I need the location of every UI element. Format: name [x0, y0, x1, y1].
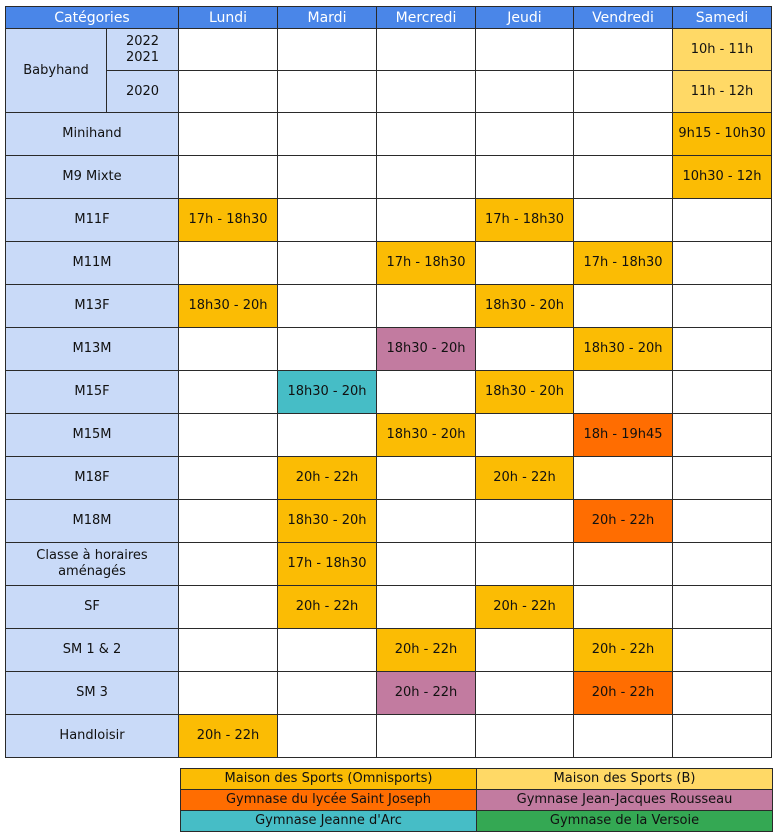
slot-cell [179, 242, 278, 285]
slot-cell [476, 629, 574, 672]
category-label: M13M [6, 328, 179, 371]
slot-cell [476, 242, 574, 285]
slot-cell-babyhand-saturday-2: 11h - 12h [673, 71, 772, 113]
category-label: M11F [6, 199, 179, 242]
legend-item: Gymnase Jean-Jacques Rousseau [477, 790, 773, 811]
slot-cell [574, 199, 673, 242]
slot-cell [278, 242, 377, 285]
slot-cell [179, 156, 278, 199]
slot-cell: 10h30 - 12h [673, 156, 772, 199]
slot-cell [476, 328, 574, 371]
slot-cell-babyhand-saturday-1: 10h - 11h [673, 29, 772, 71]
slot-cell [673, 371, 772, 414]
header-day-wednesday: Mercredi [377, 7, 476, 29]
header-day-tuesday: Mardi [278, 7, 377, 29]
slot-cell [377, 285, 476, 328]
header-categories: Catégories [6, 7, 179, 29]
header-day-monday: Lundi [179, 7, 278, 29]
slot-cell [673, 414, 772, 457]
slot-cell: 20h - 22h [278, 586, 377, 629]
slot-cell [673, 715, 772, 758]
slot-cell: 18h30 - 20h [278, 500, 377, 543]
slot-cell: 17h - 18h30 [574, 242, 673, 285]
slot-cell [179, 543, 278, 586]
slot-cell [377, 113, 476, 156]
slot-cell: 18h30 - 20h [377, 414, 476, 457]
slot-cell [476, 29, 574, 71]
slot-cell [179, 586, 278, 629]
slot-cell: 20h - 22h [476, 586, 574, 629]
slot-cell [476, 71, 574, 113]
slot-cell [377, 543, 476, 586]
slot-cell: 18h30 - 20h [476, 285, 574, 328]
schedule-row [6, 672, 772, 715]
category-label: SF [6, 586, 179, 629]
slot-cell [377, 156, 476, 199]
babyhand-row-1 [6, 29, 772, 71]
slot-cell: 17h - 18h30 [179, 199, 278, 242]
category-label: M18M [6, 500, 179, 543]
schedule-row [6, 543, 772, 586]
slot-cell: 18h30 - 20h [377, 328, 476, 371]
slot-cell [574, 715, 673, 758]
category-label: Handloisir [6, 715, 179, 758]
category-label: Classe à horaires aménagés [6, 543, 179, 586]
slot-cell: 18h30 - 20h [278, 371, 377, 414]
header-row [6, 7, 772, 29]
header-day-saturday: Samedi [673, 7, 772, 29]
slot-cell [476, 113, 574, 156]
legend-item: Maison des Sports (B) [477, 769, 773, 790]
category-label: M18F [6, 457, 179, 500]
slot-cell: 18h30 - 20h [179, 285, 278, 328]
slot-cell [377, 586, 476, 629]
slot-cell [377, 500, 476, 543]
legend-item: Gymnase de la Versoie [477, 811, 773, 832]
slot-cell [179, 457, 278, 500]
schedule-row [6, 156, 772, 199]
slot-cell [179, 71, 278, 113]
slot-cell [179, 113, 278, 156]
slot-cell: 17h - 18h30 [476, 199, 574, 242]
schedule-row [6, 629, 772, 672]
slot-cell [673, 500, 772, 543]
slot-cell [179, 672, 278, 715]
slot-cell [574, 156, 673, 199]
slot-cell [673, 672, 772, 715]
slot-cell: 18h - 19h45 [574, 414, 673, 457]
schedule-row [6, 285, 772, 328]
slot-cell [377, 29, 476, 71]
schedule-row [6, 414, 772, 457]
category-babyhand: Babyhand [6, 29, 107, 113]
babyhand-sub-2022-2021: 2022 2021 [107, 29, 179, 71]
slot-cell [574, 371, 673, 414]
slot-cell [179, 500, 278, 543]
slot-cell: 18h30 - 20h [574, 328, 673, 371]
slot-cell [574, 543, 673, 586]
slot-cell [574, 457, 673, 500]
slot-cell [179, 29, 278, 71]
category-label: M15M [6, 414, 179, 457]
slot-cell: 20h - 22h [377, 672, 476, 715]
slot-cell [574, 29, 673, 71]
slot-cell [574, 586, 673, 629]
slot-cell: 9h15 - 10h30 [673, 113, 772, 156]
babyhand-sub-2020: 2020 [107, 71, 179, 113]
slot-cell [673, 242, 772, 285]
slot-cell [673, 543, 772, 586]
schedule-row [6, 715, 772, 758]
slot-cell [278, 285, 377, 328]
slot-cell [673, 629, 772, 672]
slot-cell [278, 672, 377, 715]
category-label: M15F [6, 371, 179, 414]
slot-cell: 20h - 22h [574, 629, 673, 672]
category-label: SM 1 & 2 [6, 629, 179, 672]
babyhand-row-2 [6, 71, 772, 113]
schedule-row [6, 199, 772, 242]
slot-cell [179, 414, 278, 457]
slot-cell [278, 29, 377, 71]
slot-cell [574, 71, 673, 113]
slot-cell [179, 328, 278, 371]
slot-cell [278, 71, 377, 113]
slot-cell: 20h - 22h [377, 629, 476, 672]
slot-cell: 20h - 22h [179, 715, 278, 758]
slot-cell [278, 414, 377, 457]
schedule-row [6, 457, 772, 500]
legend-item: Gymnase du lycée Saint Joseph [181, 790, 477, 811]
slot-cell [574, 285, 673, 328]
slot-cell [673, 457, 772, 500]
schedule-row [6, 500, 772, 543]
slot-cell [673, 328, 772, 371]
legend-row [181, 811, 773, 832]
slot-cell [476, 156, 574, 199]
slot-cell [476, 672, 574, 715]
category-label: SM 3 [6, 672, 179, 715]
legend-item: Maison des Sports (Omnisports) [181, 769, 477, 790]
slot-cell: 20h - 22h [574, 500, 673, 543]
category-label: M11M [6, 242, 179, 285]
slot-cell [476, 543, 574, 586]
slot-cell: 18h30 - 20h [476, 371, 574, 414]
legend-table [180, 768, 773, 832]
slot-cell: 20h - 22h [476, 457, 574, 500]
slot-cell [673, 199, 772, 242]
header-day-thursday: Jeudi [476, 7, 574, 29]
category-label: Minihand [6, 113, 179, 156]
slot-cell [179, 371, 278, 414]
slot-cell: 20h - 22h [278, 457, 377, 500]
slot-cell [179, 629, 278, 672]
slot-cell [278, 113, 377, 156]
category-label: M13F [6, 285, 179, 328]
schedule-row [6, 113, 772, 156]
legend-item: Gymnase Jeanne d'Arc [181, 811, 477, 832]
slot-cell [377, 371, 476, 414]
slot-cell [377, 457, 476, 500]
slot-cell [377, 715, 476, 758]
slot-cell [278, 156, 377, 199]
slot-cell: 20h - 22h [574, 672, 673, 715]
header-day-friday: Vendredi [574, 7, 673, 29]
schedule-table [5, 6, 772, 758]
slot-cell [278, 629, 377, 672]
slot-cell [476, 715, 574, 758]
slot-cell: 17h - 18h30 [278, 543, 377, 586]
slot-cell [278, 199, 377, 242]
slot-cell: 17h - 18h30 [377, 242, 476, 285]
legend-row [181, 790, 773, 811]
slot-cell [673, 586, 772, 629]
schedule-row [6, 586, 772, 629]
slot-cell [476, 500, 574, 543]
slot-cell [278, 715, 377, 758]
schedule-row [6, 328, 772, 371]
slot-cell [673, 285, 772, 328]
category-label: M9 Mixte [6, 156, 179, 199]
slot-cell [377, 71, 476, 113]
slot-cell [278, 328, 377, 371]
slot-cell [476, 414, 574, 457]
schedule-row [6, 242, 772, 285]
slot-cell [377, 199, 476, 242]
schedule-row [6, 371, 772, 414]
slot-cell [574, 113, 673, 156]
legend-row [181, 769, 773, 790]
